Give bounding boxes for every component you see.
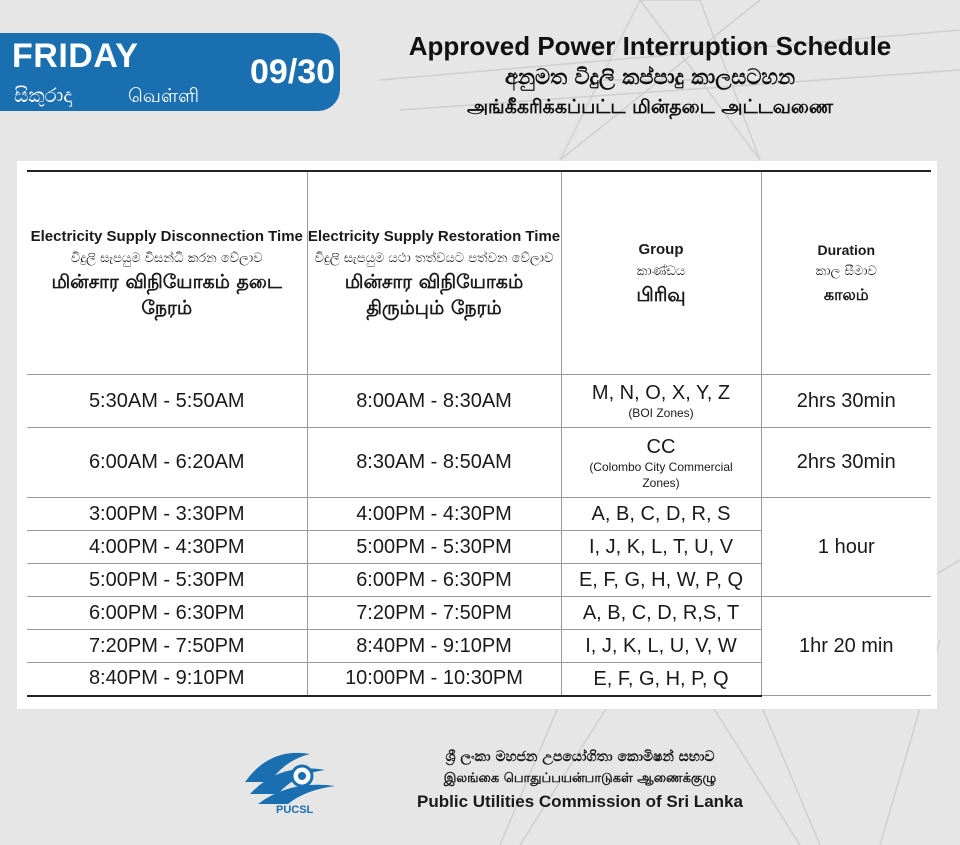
disconnect-time: 6:00AM - 6:20AM	[27, 428, 307, 498]
header-ta: காலம்	[823, 285, 869, 304]
organization-names	[360, 746, 800, 814]
schedule-date: 09/30	[250, 53, 336, 91]
restore-time: 7:20PM - 7:50PM	[307, 597, 561, 630]
group-letters: I, J, K, L, U, V, W	[561, 630, 761, 663]
header-ta: மின்சார விநியோகம் தடை நேரம்	[51, 271, 283, 319]
group-letters: E, F, G, H, P, Q	[561, 663, 761, 696]
restore-time: 5:00PM - 5:30PM	[307, 531, 561, 564]
restore-time: 8:30AM - 8:50AM	[307, 428, 561, 498]
header-en: Electricity Supply Restoration Time	[307, 228, 561, 245]
header-duration	[761, 171, 931, 375]
table-row	[27, 597, 931, 630]
title-block	[390, 30, 910, 122]
org-name-tamil: இலங்கை பொதுப்பயன்பாடுகள் ஆணைக்குழு	[443, 771, 717, 786]
duration-cell: 2hrs 30min	[761, 375, 931, 428]
header-restore-time	[307, 171, 561, 375]
restore-time: 10:00PM - 10:30PM	[307, 663, 561, 696]
disconnect-time: 5:30AM - 5:50AM	[27, 375, 307, 428]
group-cell	[561, 375, 761, 428]
group-letters: E, F, G, H, W, P, Q	[561, 564, 761, 597]
disconnect-time: 5:00PM - 5:30PM	[27, 564, 307, 597]
footer	[240, 742, 800, 822]
table-row	[27, 498, 931, 531]
org-name-sinhala: ශ්‍රී ලංකා මහජන උපයෝගිතා කොමිෂන් සභාව	[445, 749, 715, 765]
schedule-table	[27, 170, 931, 697]
title-sinhala: අනුමත විදුලි කප්පාදු කාලසටහන	[505, 65, 795, 89]
disconnect-time: 8:40PM - 9:10PM	[27, 663, 307, 696]
title-english: Approved Power Interruption Schedule	[408, 31, 892, 61]
header-ta: மின்சார விநியோகம் திரும்பும் நேரம்	[344, 271, 524, 319]
header-en: Group	[638, 241, 684, 258]
header-en: Electricity Supply Disconnection Time	[30, 228, 303, 245]
disconnect-time: 6:00PM - 6:30PM	[27, 597, 307, 630]
header-group	[561, 171, 761, 375]
group-letters: A, B, C, D, R, S	[561, 498, 761, 531]
title-tamil: அங்கீகரிக்கப்பட்ட மின்தடை அட்டவணை	[466, 96, 834, 118]
header-si: කාල සීමාව	[815, 264, 877, 279]
header-si: විදුලි සැපයුම විසන්ධි කරන වේලාව	[70, 251, 263, 266]
group-letters: A, B, C, D, R,S, T	[561, 597, 761, 630]
header-si: කාණ්ඩය	[636, 264, 686, 279]
table-row	[27, 375, 931, 428]
header-ta: பிரிவு	[636, 284, 686, 306]
disconnect-time: 7:20PM - 7:50PM	[27, 630, 307, 663]
table-row	[27, 428, 931, 498]
restore-time: 8:40PM - 9:10PM	[307, 630, 561, 663]
table-header-row	[27, 171, 931, 375]
day-tamil: வெள்ளி	[128, 85, 200, 107]
restore-time: 8:00AM - 8:30AM	[307, 375, 561, 428]
group-note: (BOI Zones)	[628, 406, 694, 420]
disconnect-time: 3:00PM - 3:30PM	[27, 498, 307, 531]
group-letters: M, N, O, X, Y, Z	[591, 382, 731, 404]
day-date-banner	[0, 33, 340, 111]
schedule-panel	[17, 161, 937, 709]
day-sinhala: සිකුරාදා	[14, 83, 73, 107]
logo-text: PUCSL	[276, 804, 314, 816]
duration-cell: 1hr 20 min	[761, 597, 931, 696]
duration-cell: 1 hour	[761, 498, 931, 597]
duration-cell: 2hrs 30min	[761, 428, 931, 498]
restore-time: 6:00PM - 6:30PM	[307, 564, 561, 597]
group-note: (Colombo City Commercial Zones)	[589, 459, 733, 490]
group-letters: CC	[646, 435, 676, 458]
org-name-english: Public Utilities Commission of Sri Lanka	[417, 792, 743, 811]
header-disconnect-time	[27, 171, 307, 375]
group-cell	[561, 428, 761, 498]
disconnect-time: 4:00PM - 4:30PM	[27, 531, 307, 564]
group-letters: I, J, K, L, T, U, V	[561, 531, 761, 564]
day-english: FRIDAY	[12, 37, 139, 75]
restore-time: 4:00PM - 4:30PM	[307, 498, 561, 531]
header-en: Duration	[817, 242, 876, 258]
header-si: විදුලි සැපයුම යථා තත්වයට පත්වන වේලාව	[314, 251, 554, 266]
